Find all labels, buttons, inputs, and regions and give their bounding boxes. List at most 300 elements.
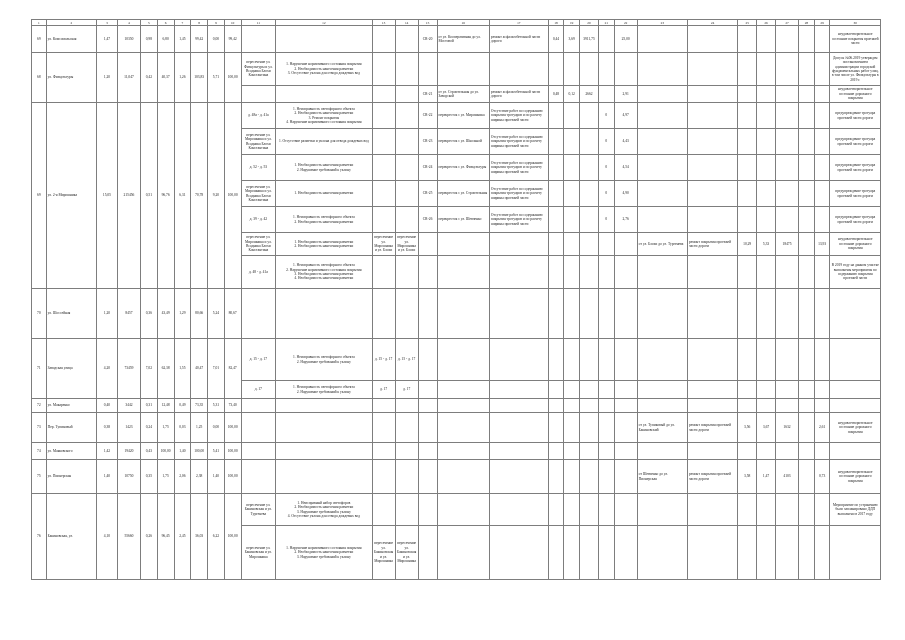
cell-c22 bbox=[614, 53, 637, 86]
cell-c6: 43,49 bbox=[157, 289, 174, 339]
cell-c12 bbox=[276, 413, 372, 443]
cell-c30: Допуск №06.2019 утвержден постановлением администрации городской фундаментальных работ улиц, в том числе ул. Физкультуры в 2019 г. bbox=[830, 53, 881, 86]
cell-c25 bbox=[738, 256, 757, 289]
cell-c18 bbox=[548, 460, 564, 494]
cell-c5: 0,98 bbox=[140, 26, 157, 53]
cell-c16: перекресток с ул. Физкультуры bbox=[437, 155, 489, 181]
cell-c28 bbox=[799, 256, 815, 289]
cell-c29 bbox=[814, 256, 830, 289]
cell-c6: 96,45 bbox=[157, 494, 174, 580]
cell-c29 bbox=[814, 53, 830, 86]
cell-c27 bbox=[775, 443, 798, 460]
cell-area: 8457 bbox=[117, 289, 140, 339]
cell-c23 bbox=[637, 155, 687, 181]
cell-c13 bbox=[372, 256, 395, 289]
cell-c29 bbox=[814, 339, 830, 381]
cell-c22: 2,76 bbox=[614, 207, 637, 233]
cell-c10: 80,67 bbox=[224, 289, 241, 339]
cell-c25 bbox=[738, 86, 757, 103]
cell-c28 bbox=[799, 399, 815, 413]
column-number: 30 bbox=[830, 20, 881, 26]
cell-c11: д. 48 - д. 41а bbox=[241, 256, 276, 289]
cell-c15 bbox=[418, 339, 437, 381]
cell-c10: 100,00 bbox=[224, 443, 241, 460]
cell-c15 bbox=[418, 443, 437, 460]
cell-c18: 0,48 bbox=[548, 86, 564, 103]
cell-c10: 82,47 bbox=[224, 339, 241, 399]
cell-c18 bbox=[548, 526, 564, 580]
cell-c15: CR-25 bbox=[418, 181, 437, 207]
cell-c20 bbox=[580, 339, 599, 381]
cell-c13 bbox=[372, 103, 395, 129]
cell-c13 bbox=[372, 86, 395, 103]
cell-c16 bbox=[437, 233, 489, 256]
cell-c18 bbox=[548, 181, 564, 207]
cell-c14 bbox=[395, 399, 418, 413]
cell-c20 bbox=[580, 460, 599, 494]
cell-c23 bbox=[637, 207, 687, 233]
cell-c11 bbox=[241, 289, 276, 339]
cell-area: 19420 bbox=[117, 443, 140, 460]
cell-c17 bbox=[489, 339, 548, 381]
cell-c28 bbox=[799, 413, 815, 443]
cell-c12: 1. Необходимость нанесения разметки bbox=[276, 181, 372, 207]
cell-c7: 1,40 bbox=[174, 443, 191, 460]
cell-c9: 6,22 bbox=[208, 494, 225, 580]
cell-c22 bbox=[614, 339, 637, 381]
cell-c14: д. 17 bbox=[395, 381, 418, 399]
column-number: 29 bbox=[814, 20, 830, 26]
cell-c19 bbox=[564, 289, 580, 339]
cell-c12: 1. Неисправность светофорного объекта 2. Нарушение нормативного состояния покрытия 3. Необходимость нанесения разметки 4. Необходимость нанесения разметки bbox=[276, 256, 372, 289]
cell-c23: от ул. Блохи до ул. Тургенева bbox=[637, 233, 687, 256]
cell-c17 bbox=[489, 443, 548, 460]
cell-c5: 0,43 bbox=[140, 443, 157, 460]
column-number: 22 bbox=[614, 20, 637, 26]
cell-c22: 25,00 bbox=[614, 26, 637, 53]
cell-c21 bbox=[598, 526, 614, 580]
cell-c7: 0,49 bbox=[174, 399, 191, 413]
cell-c30: неудовлетворительное состояние дорожного покрытия bbox=[830, 460, 881, 494]
cell-c19 bbox=[564, 129, 580, 155]
cell-c16: перекресток с ул. Мирошника bbox=[437, 103, 489, 129]
cell-c13 bbox=[372, 494, 395, 526]
cell-c17 bbox=[489, 399, 548, 413]
cell-area: 10350 bbox=[117, 26, 140, 53]
cell-c19 bbox=[564, 53, 580, 86]
cell-c14 bbox=[395, 207, 418, 233]
cell-c30: Мероприятие по устранению было запланировано ДДП выполнено в 2017 году bbox=[830, 494, 881, 526]
cell-c17 bbox=[489, 494, 548, 526]
cell-c27 bbox=[775, 103, 798, 129]
cell-c28 bbox=[799, 381, 815, 399]
cell-c11: д. 52 - д. 53 bbox=[241, 155, 276, 181]
cell-c15 bbox=[418, 399, 437, 413]
cell-c27 bbox=[775, 207, 798, 233]
cell-c22: 2,91 bbox=[614, 86, 637, 103]
cell-c9: 5,41 bbox=[208, 443, 225, 460]
cell-c16 bbox=[437, 460, 489, 494]
cell-c15: CR-21 bbox=[418, 86, 437, 103]
cell-c10: 73,40 bbox=[224, 399, 241, 413]
cell-area: 1423 bbox=[117, 413, 140, 443]
cell-c25 bbox=[738, 443, 757, 460]
cell-c18 bbox=[548, 339, 564, 381]
cell-c7: 1,26 bbox=[174, 53, 191, 103]
cell-c21 bbox=[598, 53, 614, 86]
cell-c7: 1,45 bbox=[174, 26, 191, 53]
cell-c22: 4,97 bbox=[614, 103, 637, 129]
cell-c13 bbox=[372, 413, 395, 443]
cell-c24 bbox=[687, 181, 737, 207]
cell-c12: 1. Необходимость нанесения разметки 2. Нарушение требований к уклону bbox=[276, 155, 372, 181]
cell-c26 bbox=[757, 103, 776, 129]
cell-c20: 2662 bbox=[580, 86, 599, 103]
column-number: 4 bbox=[117, 20, 140, 26]
cell-c25 bbox=[738, 207, 757, 233]
cell-c30: В 2019 году на данном участке выполнены мероприятия по содержанию покрытия проезжей части bbox=[830, 256, 881, 289]
cell-len: 0,38 bbox=[96, 413, 117, 443]
cell-area: 55660 bbox=[117, 494, 140, 580]
table-row bbox=[32, 289, 881, 339]
cell-num: 74 bbox=[32, 443, 47, 460]
cell-c21 bbox=[598, 399, 614, 413]
cell-c10: 100,00 bbox=[224, 53, 241, 103]
cell-c10: 100,00 bbox=[224, 103, 241, 289]
cell-c22 bbox=[614, 413, 637, 443]
cell-c20 bbox=[580, 207, 599, 233]
cell-c5: 0,31 bbox=[140, 399, 157, 413]
cell-c15: CR-20 bbox=[418, 26, 437, 53]
cell-c11: пересечение ул. Мирошника и ул. Всадника Блохи Константина bbox=[241, 233, 276, 256]
cell-c9: 5,24 bbox=[208, 289, 225, 339]
cell-c11: пересечение ул. Мирошника и ул. Всадника Блохи Константина bbox=[241, 181, 276, 207]
cell-c30: предупреждение тротуара проезжей части дороги bbox=[830, 103, 881, 129]
cell-street: Пер. Тупиковый bbox=[46, 413, 96, 443]
cell-c9: 1,40 bbox=[208, 460, 225, 494]
cell-c25 bbox=[738, 494, 757, 526]
column-number: 28 bbox=[799, 20, 815, 26]
cell-c27 bbox=[775, 399, 798, 413]
cell-c24 bbox=[687, 129, 737, 155]
cell-c22 bbox=[614, 233, 637, 256]
cell-c29 bbox=[814, 399, 830, 413]
cell-c28 bbox=[799, 86, 815, 103]
cell-c19 bbox=[564, 339, 580, 381]
cell-c12 bbox=[276, 289, 372, 339]
cell-c30: предупреждение тротуара проезжей части дороги bbox=[830, 129, 881, 155]
cell-c28 bbox=[799, 53, 815, 86]
cell-c17: ремонт асфальтобетонной части дороги bbox=[489, 86, 548, 103]
cell-c21 bbox=[598, 339, 614, 381]
cell-c22 bbox=[614, 526, 637, 580]
cell-c5: 0,51 bbox=[140, 103, 157, 289]
cell-c13 bbox=[372, 207, 395, 233]
cell-c30: предупреждение тротуара проезжей части дороги bbox=[830, 181, 881, 207]
cell-c25 bbox=[738, 399, 757, 413]
cell-c6: 100,00 bbox=[157, 443, 174, 460]
cell-c6: 12,48 bbox=[157, 399, 174, 413]
cell-c16: от ул. Кооперативная до ул. Мостовой bbox=[437, 26, 489, 53]
cell-c24 bbox=[687, 339, 737, 381]
cell-c27 bbox=[775, 381, 798, 399]
cell-c23 bbox=[637, 256, 687, 289]
cell-c27 bbox=[775, 289, 798, 339]
column-number: 8 bbox=[191, 20, 208, 26]
cell-num: 68 bbox=[32, 53, 47, 103]
cell-c12: 1. Неисправный набор светофоров 2. Необходимость нанесения разметки 3. Нарушение требований к уклону 4. Отсутствие уклона для отвода дождевых вод bbox=[276, 494, 372, 526]
cell-c28 bbox=[799, 207, 815, 233]
cell-c22 bbox=[614, 494, 637, 526]
cell-c30 bbox=[830, 399, 881, 413]
cell-c23 bbox=[637, 381, 687, 399]
cell-c26 bbox=[757, 181, 776, 207]
cell-c15 bbox=[418, 494, 437, 526]
column-number: 26 bbox=[757, 20, 776, 26]
cell-c13 bbox=[372, 155, 395, 181]
cell-c29 bbox=[814, 381, 830, 399]
cell-c26 bbox=[757, 26, 776, 53]
cell-c20 bbox=[580, 526, 599, 580]
cell-c26: 1,47 bbox=[757, 460, 776, 494]
cell-c7: 1,29 bbox=[174, 289, 191, 339]
cell-c19 bbox=[564, 399, 580, 413]
cell-c8: 70,78 bbox=[191, 103, 208, 289]
cell-c18 bbox=[548, 155, 564, 181]
cell-c17 bbox=[489, 460, 548, 494]
table-row bbox=[32, 339, 881, 381]
cell-c26 bbox=[757, 256, 776, 289]
cell-c23 bbox=[637, 399, 687, 413]
cell-c23 bbox=[637, 289, 687, 339]
cell-num: 69 bbox=[32, 103, 47, 289]
cell-c17 bbox=[489, 381, 548, 399]
cell-c5: 0,24 bbox=[140, 413, 157, 443]
cell-c26 bbox=[757, 339, 776, 381]
cell-c5: 0,26 bbox=[140, 494, 157, 580]
cell-c12: 1. Нарушение нормативного состояния покрытия 2. Необходимость нанесения разметки 3. Нарушение требований к уклону bbox=[276, 526, 372, 580]
cell-c30: предупреждение тротуара проезжей части дороги bbox=[830, 155, 881, 181]
cell-c20 bbox=[580, 233, 599, 256]
cell-c14 bbox=[395, 26, 418, 53]
column-number: 16 bbox=[437, 20, 489, 26]
cell-c11: пересечение ул. Бакиновская и ул. Тургенева bbox=[241, 494, 276, 526]
cell-c10: 100,00 bbox=[224, 494, 241, 580]
cell-c26 bbox=[757, 399, 776, 413]
cell-c21 bbox=[598, 233, 614, 256]
cell-c15 bbox=[418, 233, 437, 256]
table-row bbox=[32, 460, 881, 494]
cell-area: 3442 bbox=[117, 399, 140, 413]
cell-c27 bbox=[775, 494, 798, 526]
cell-c29 bbox=[814, 103, 830, 129]
cell-c14 bbox=[395, 155, 418, 181]
cell-c29: 13,93 bbox=[814, 233, 830, 256]
cell-c9: 9,20 bbox=[208, 103, 225, 289]
cell-len: 1,42 bbox=[96, 443, 117, 460]
cell-c20 bbox=[580, 494, 599, 526]
cell-num: 72 bbox=[32, 399, 47, 413]
cell-c28 bbox=[799, 494, 815, 526]
cell-c9: 7,01 bbox=[208, 339, 225, 399]
cell-len: 4,10 bbox=[96, 494, 117, 580]
column-number: 5 bbox=[140, 20, 157, 26]
cell-c21 bbox=[598, 26, 614, 53]
cell-c5: 7,02 bbox=[140, 339, 157, 399]
cell-c16 bbox=[437, 289, 489, 339]
cell-c23 bbox=[637, 86, 687, 103]
cell-c12: 1. Неисправность светофорного объекта 2. Нарушение требований к уклону bbox=[276, 381, 372, 399]
cell-c11 bbox=[241, 399, 276, 413]
column-number: 12 bbox=[276, 20, 372, 26]
cell-c12: 1. Неисправность светофорного объекта 2. Необходимость нанесения разметки 3. Ремонт покрытия 4. Нарушение нормативного состояния покрытия bbox=[276, 103, 372, 129]
cell-c11: д. 15 - д. 17 bbox=[241, 339, 276, 381]
cell-c22 bbox=[614, 460, 637, 494]
table-row bbox=[32, 53, 881, 86]
cell-c19 bbox=[564, 256, 580, 289]
cell-len: 4,20 bbox=[96, 339, 117, 399]
cell-c8: 40,47 bbox=[191, 339, 208, 399]
cell-c29 bbox=[814, 86, 830, 103]
cell-c26 bbox=[757, 129, 776, 155]
cell-c9: 0,00 bbox=[208, 26, 225, 53]
cell-c8: 1,25 bbox=[191, 413, 208, 443]
cell-c24 bbox=[687, 381, 737, 399]
cell-c23 bbox=[637, 339, 687, 381]
cell-c6: 1,75 bbox=[157, 413, 174, 443]
cell-c18 bbox=[548, 53, 564, 86]
cell-c30 bbox=[830, 443, 881, 460]
cell-c28 bbox=[799, 339, 815, 381]
cell-c21: 0 bbox=[598, 181, 614, 207]
cell-c26 bbox=[757, 494, 776, 526]
cell-c26: 5,33 bbox=[757, 233, 776, 256]
cell-street: ул. Макаренко bbox=[46, 399, 96, 413]
cell-c23: от ул. Тупиковый до ул. Бакиновский bbox=[637, 413, 687, 443]
cell-c17: ремонт асфальтобетонной части дороги bbox=[489, 26, 548, 53]
table-row bbox=[32, 494, 881, 526]
cell-c6: 1,75 bbox=[157, 460, 174, 494]
column-number: 21 bbox=[598, 20, 614, 26]
cell-c19 bbox=[564, 460, 580, 494]
cell-c19 bbox=[564, 443, 580, 460]
cell-c11: пересечение ул. Бакиновская и ул. Мирошника bbox=[241, 526, 276, 580]
cell-c29: 2,61 bbox=[814, 413, 830, 443]
cell-c21 bbox=[598, 86, 614, 103]
cell-c28 bbox=[799, 233, 815, 256]
cell-c27 bbox=[775, 339, 798, 381]
cell-c27: 1632 bbox=[775, 413, 798, 443]
cell-c14 bbox=[395, 289, 418, 339]
road-survey-table bbox=[31, 19, 881, 580]
cell-c14 bbox=[395, 443, 418, 460]
cell-c24 bbox=[687, 443, 737, 460]
cell-c17: Отсутствие работ по содержанию покрытия тротуаров и по расчету ширины проезжей части bbox=[489, 103, 548, 129]
cell-c18: 0,44 bbox=[548, 26, 564, 53]
cell-c12: 1. Неисправность светофорного объекта 2. Необходимость нанесения разметки bbox=[276, 207, 372, 233]
cell-c27: 4103 bbox=[775, 460, 798, 494]
cell-c18 bbox=[548, 494, 564, 526]
cell-c19 bbox=[564, 233, 580, 256]
cell-c15 bbox=[418, 289, 437, 339]
cell-c13: д. 17 bbox=[372, 381, 395, 399]
cell-c25 bbox=[738, 181, 757, 207]
column-number: 15 bbox=[418, 20, 437, 26]
cell-c29 bbox=[814, 207, 830, 233]
cell-c18 bbox=[548, 399, 564, 413]
cell-c15 bbox=[418, 526, 437, 580]
cell-c7: 6,31 bbox=[174, 103, 191, 289]
cell-c12: 1. Отсутствие разметки и уклона для отвода дождевых вод bbox=[276, 129, 372, 155]
cell-c26 bbox=[757, 381, 776, 399]
cell-c29 bbox=[814, 181, 830, 207]
cell-c14 bbox=[395, 181, 418, 207]
cell-c17 bbox=[489, 289, 548, 339]
cell-c24: ремонт покрытия проезжей части дороги bbox=[687, 460, 737, 494]
cell-c11 bbox=[241, 460, 276, 494]
cell-c20 bbox=[580, 413, 599, 443]
column-number: 1 bbox=[32, 20, 47, 26]
cell-c15: CR-26 bbox=[418, 207, 437, 233]
cell-c20 bbox=[580, 181, 599, 207]
cell-c6: 6,80 bbox=[157, 26, 174, 53]
cell-c26 bbox=[757, 443, 776, 460]
cell-c17: Отсутствие работ по содержанию покрытия тротуаров и по расчету ширины проезжей части bbox=[489, 181, 548, 207]
cell-c13: д. 15 - д. 17 bbox=[372, 339, 395, 381]
cell-c11 bbox=[241, 413, 276, 443]
cell-street: ул. 2-я Мирошника bbox=[46, 103, 96, 289]
cell-c24 bbox=[687, 155, 737, 181]
cell-c13 bbox=[372, 399, 395, 413]
cell-c17 bbox=[489, 233, 548, 256]
cell-c28 bbox=[799, 103, 815, 129]
cell-len: 1,20 bbox=[96, 289, 117, 339]
cell-c15: CR-23 bbox=[418, 129, 437, 155]
cell-c17 bbox=[489, 256, 548, 289]
cell-c29 bbox=[814, 494, 830, 526]
cell-c24 bbox=[687, 289, 737, 339]
cell-c30: неудовлетворительное состояние дорожного покрытия bbox=[830, 413, 881, 443]
cell-c10: 100,00 bbox=[224, 413, 241, 443]
cell-area: 215456 bbox=[117, 103, 140, 289]
cell-area: 11,047 bbox=[117, 53, 140, 103]
cell-c27 bbox=[775, 155, 798, 181]
column-number: 17 bbox=[489, 20, 548, 26]
cell-c11 bbox=[241, 86, 276, 103]
cell-c6: 40,37 bbox=[157, 53, 174, 103]
cell-street: ул. Шоссейная bbox=[46, 289, 96, 339]
cell-c25 bbox=[738, 155, 757, 181]
column-number: 13 bbox=[372, 20, 395, 26]
cell-c30 bbox=[830, 526, 881, 580]
cell-c23 bbox=[637, 129, 687, 155]
cell-c25: 10,29 bbox=[738, 233, 757, 256]
column-number: 2 bbox=[46, 20, 96, 26]
cell-c13 bbox=[372, 181, 395, 207]
cell-c12: 1. Необходимость нанесения разметки 2. Необходимость нанесения разметки bbox=[276, 233, 372, 256]
cell-c12 bbox=[276, 443, 372, 460]
cell-c14 bbox=[395, 103, 418, 129]
cell-c24: ремонт покрытия проезжей части дороги bbox=[687, 233, 737, 256]
cell-num: 73 bbox=[32, 413, 47, 443]
column-number: 7 bbox=[174, 20, 191, 26]
cell-c16 bbox=[437, 381, 489, 399]
cell-c15: CR-22 bbox=[418, 103, 437, 129]
cell-c24 bbox=[687, 86, 737, 103]
cell-c5: 0,42 bbox=[140, 53, 157, 103]
cell-c20 bbox=[580, 256, 599, 289]
cell-c6: 62,38 bbox=[157, 339, 174, 399]
